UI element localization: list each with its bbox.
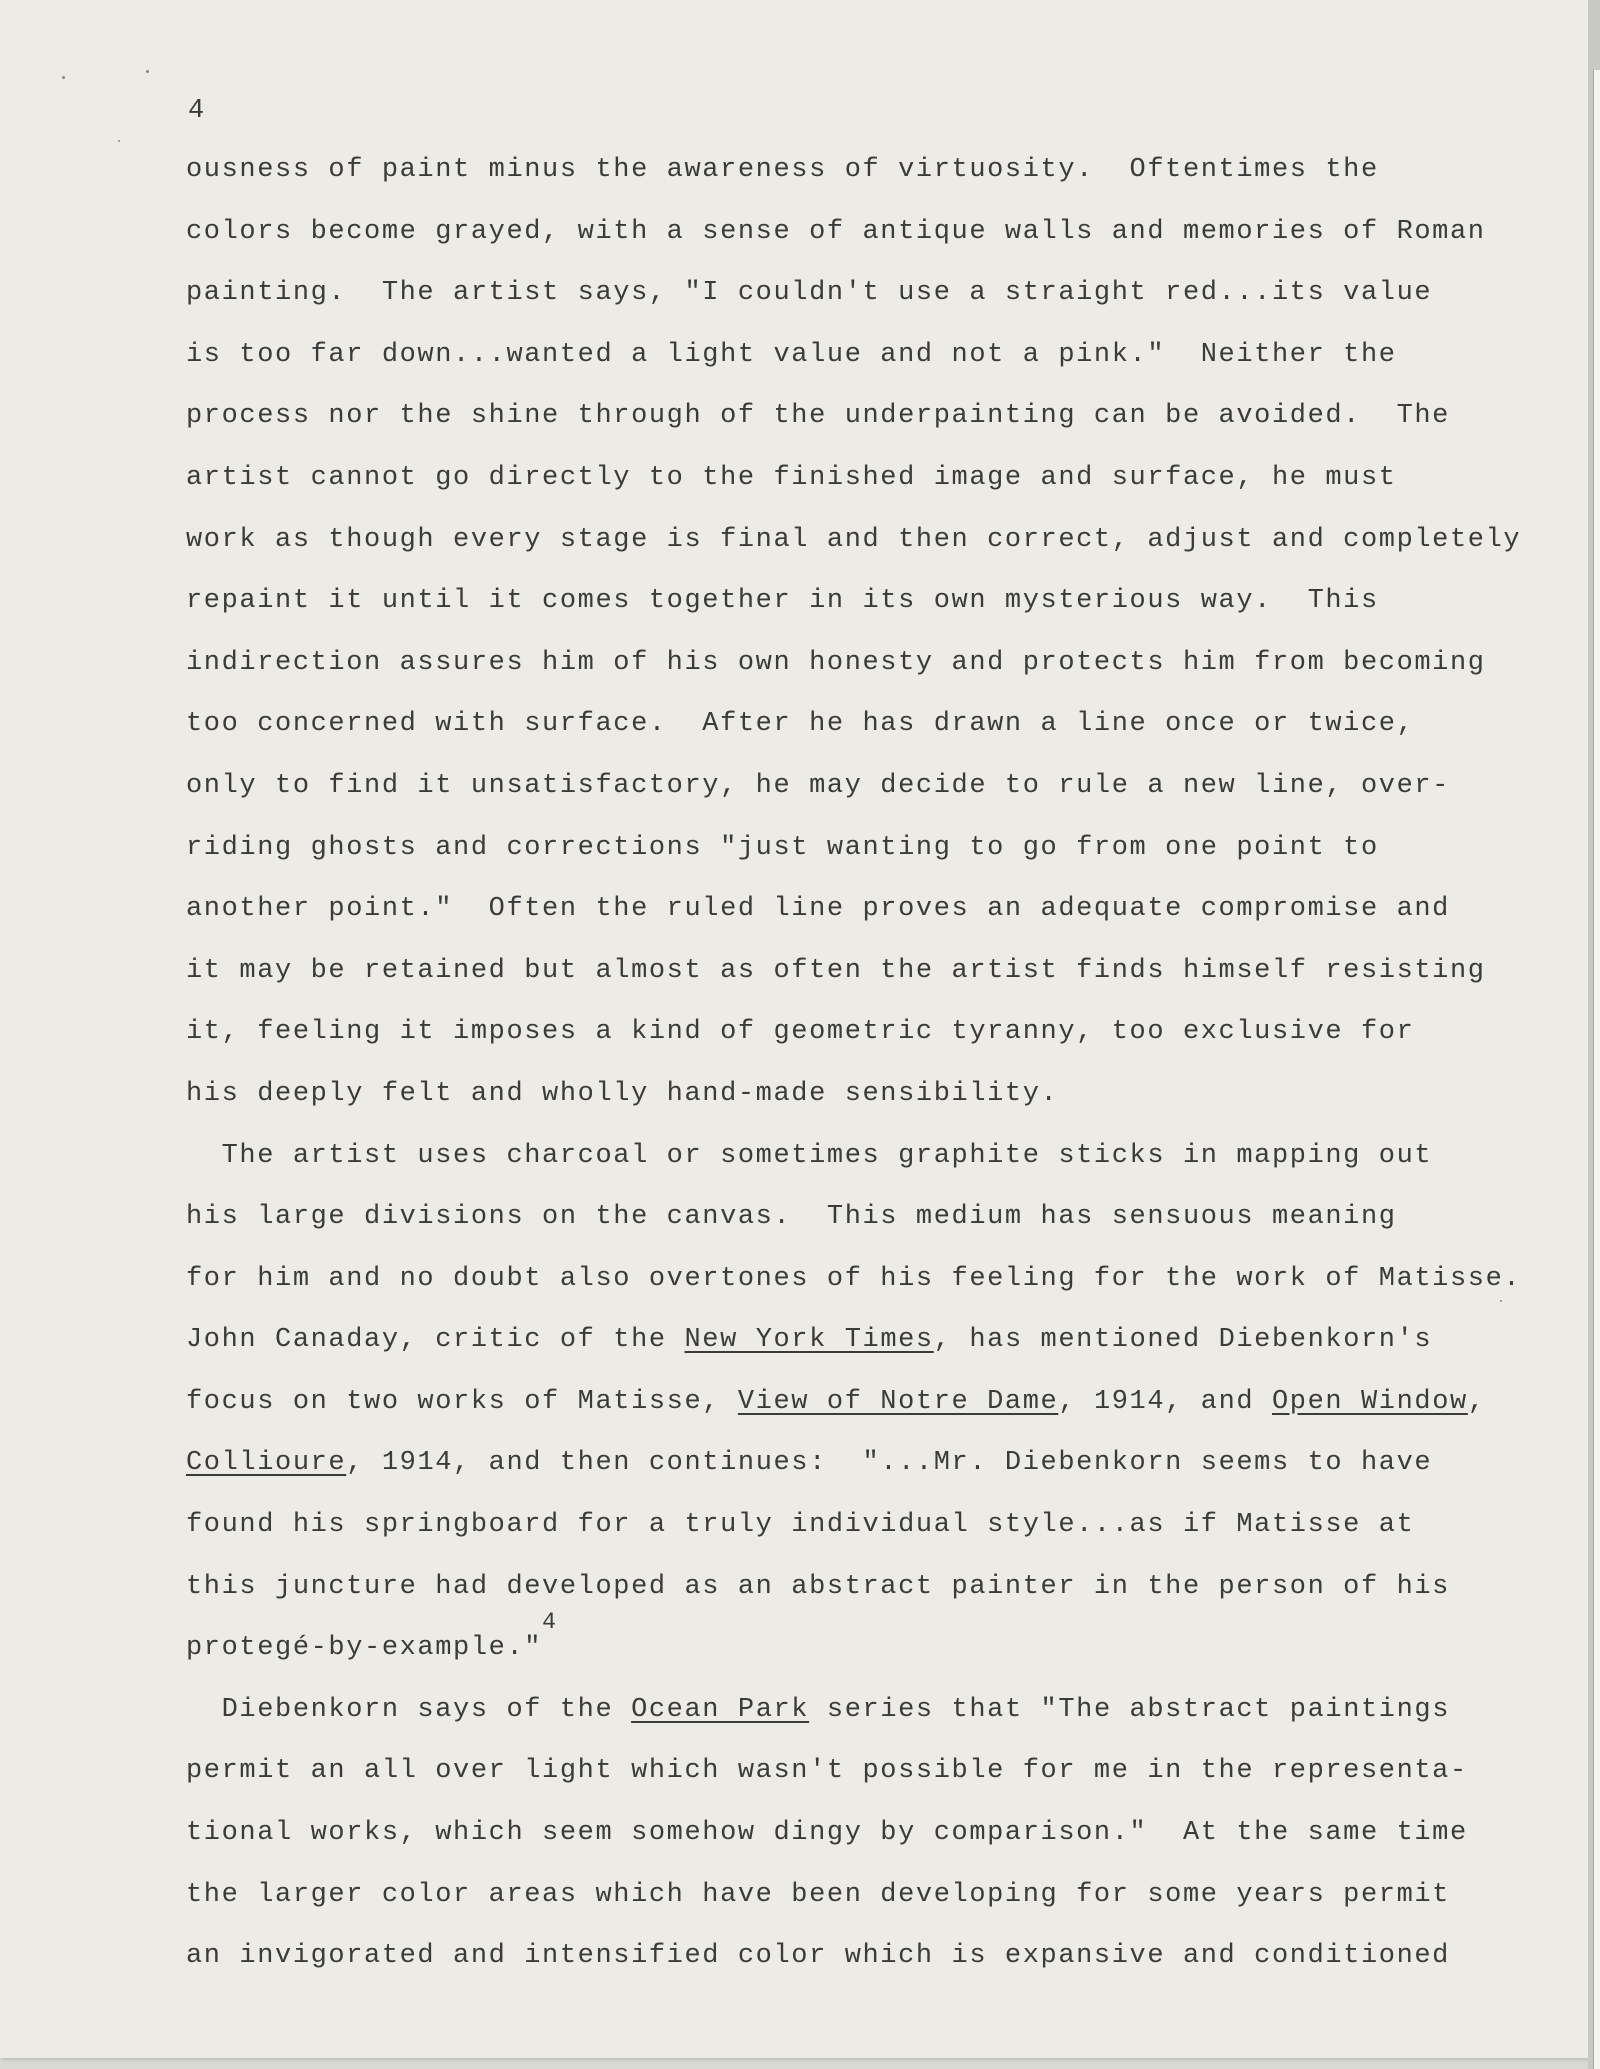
text-line: colors become grayed, with a sense of antique walls and memories of Roman <box>186 216 1486 247</box>
text-line: too concerned with surface. After he has drawn a line once or twice, <box>186 709 1415 740</box>
text-line: this juncture had developed as an abstract painter in the person of his <box>186 1571 1450 1602</box>
text-line: The artist uses charcoal or sometimes graphite sticks in mapping out <box>186 1140 1433 1171</box>
text-line: focus on two works of Matisse, View of Notre Dame, 1914, and Open Window, <box>186 1386 1486 1417</box>
text-line: painting. The artist says, "I couldn't use a straight red...its value <box>186 278 1433 309</box>
underlined-title: View of Notre Dame <box>737 1386 1059 1417</box>
text-line: Diebenkorn says of the Ocean Park series that "The abstract paintings <box>186 1694 1451 1725</box>
text-line: for him and no doubt also overtones of his feeling for the work of Matisse. <box>186 1263 1522 1294</box>
text-line: found his springboard for a truly individual style...as if Matisse at <box>186 1510 1415 1541</box>
footnote-marker: 4 <box>542 1609 558 1636</box>
text-line: the larger color areas which have been developing for some years permit <box>186 1879 1450 1910</box>
text-line: another point." Often the ruled line proves an adequate compromise and <box>186 894 1450 925</box>
underlined-title: Open Window <box>1271 1386 1468 1417</box>
page-edge <box>1588 0 1600 2069</box>
text-line: indirection assures him of his own honesty and protects him from becoming <box>186 647 1486 678</box>
text-line: it may be retained but almost as often the artist finds himself resisting <box>186 955 1486 986</box>
text-line: only to find it unsatisfactory, he may decide to rule a new line, over- <box>186 770 1450 801</box>
text-line: tional works, which seem somehow dingy by comparison." At the same time <box>186 1818 1468 1849</box>
text-line: an invigorated and intensified color which is expansive and conditioned <box>186 1941 1450 1972</box>
underlined-title: Collioure <box>186 1448 347 1479</box>
page-number: 4 <box>188 96 205 126</box>
text-line: work as though every stage is final and then correct, adjust and completely <box>186 524 1522 555</box>
text-line: is too far down...wanted a light value and not a pink." Neither the <box>186 339 1397 370</box>
underlined-title: Ocean Park <box>631 1694 810 1725</box>
body-text <box>186 146 1576 1994</box>
text-line: artist cannot go directly to the finished image and surface, he must <box>186 462 1397 493</box>
text-line: John Canaday, critic of the New York Times, has mentioned Diebenkorn's <box>186 1325 1433 1356</box>
text-line: repaint it until it comes together in its own mysterious way. This <box>186 586 1379 617</box>
text-line-footnoted <box>186 1609 1576 1686</box>
text-line: permit an all over light which wasn't possible for me in the representa- <box>186 1756 1468 1787</box>
text-line: his deeply felt and wholly hand-made sensibility. <box>186 1078 1059 1109</box>
text-line: riding ghosts and corrections "just wanting to go from one point to <box>186 832 1379 863</box>
text-line-content: protegé-by-example." <box>186 1633 543 1664</box>
text-line: it, feeling it imposes a kind of geometric tyranny, too exclusive for <box>186 1017 1415 1048</box>
underlined-title: New York Times <box>684 1325 934 1356</box>
text-line: process nor the shine through of the underpainting can be avoided. The <box>186 401 1450 432</box>
text-line: ousness of paint minus the awareness of virtuosity. Oftentimes the <box>186 155 1379 185</box>
text-line: his large divisions on the canvas. This medium has sensuous meaning <box>186 1202 1397 1233</box>
text-line: Collioure, 1914, and then continues: "...Mr. Diebenkorn seems to have <box>186 1448 1433 1479</box>
